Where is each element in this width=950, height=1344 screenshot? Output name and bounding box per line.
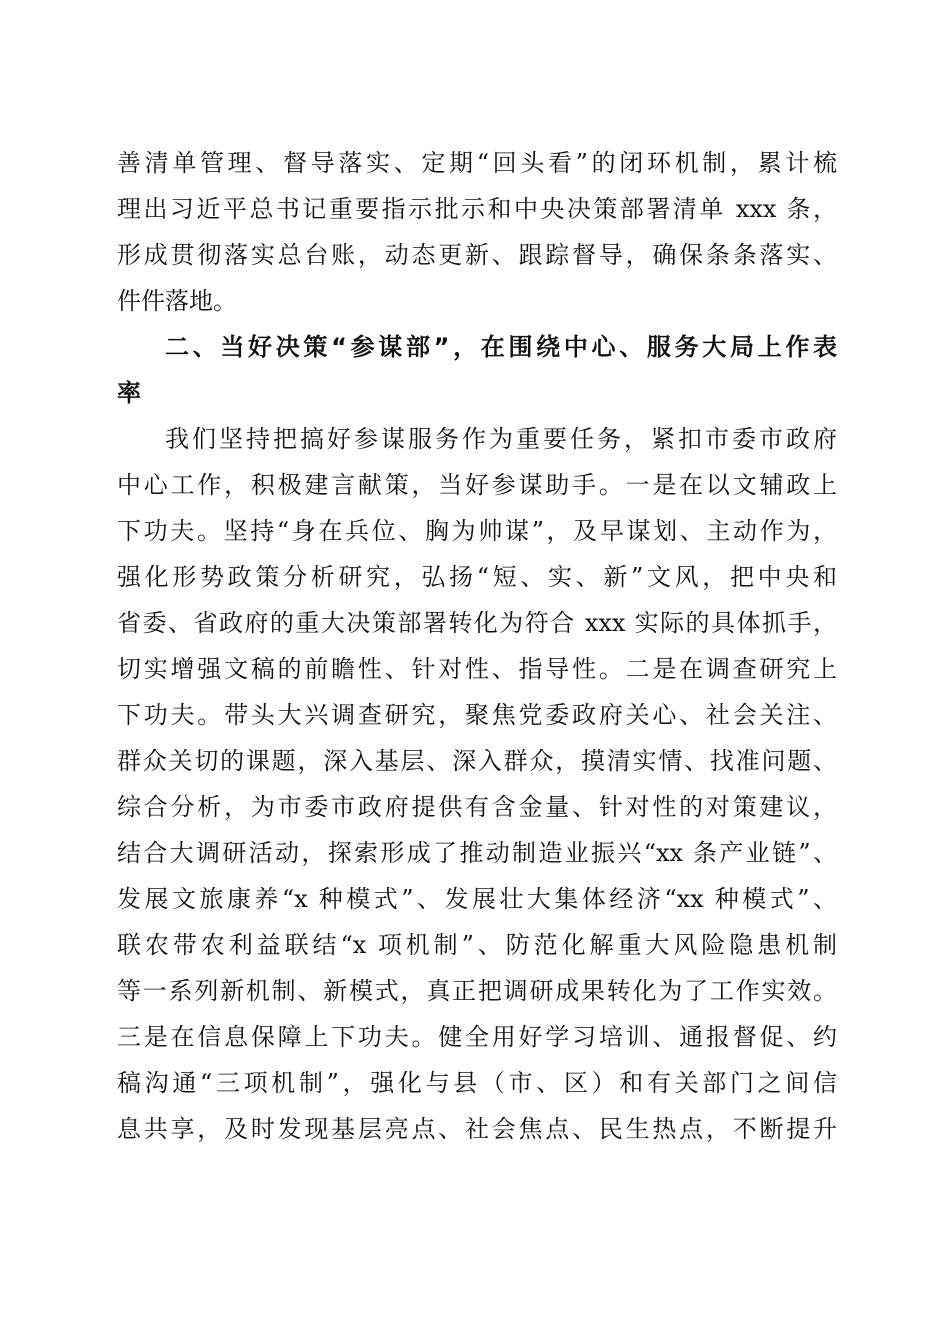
text-line: 稿沟通“三项机制”，强化与县（市、区）和有关部门之间信	[117, 1069, 837, 1097]
paragraph-body	[117, 416, 837, 1152]
text-line: 发展文旅康养“x 种模式”、发展壮大集体经济“xx 种模式”、	[117, 885, 837, 913]
text-line: 理出习近平总书记重要指示批示和中央决策部署清单 xxx 条，	[117, 195, 837, 223]
text-line: 省委、省政府的重大决策部署转化为符合 xxx 实际的具体抓手，	[117, 609, 837, 637]
text-line: 联农带农利益联结“x 项机制”、防范化解重大风险隐患机制	[117, 931, 837, 959]
text-line: 件件落地。	[117, 287, 237, 315]
section-heading	[117, 324, 837, 416]
text-line: 下功夫。坚持“身在兵位、胸为帅谋”，及早谋划、主动作为，	[117, 517, 837, 545]
text-line: 综合分析，为市委市政府提供有含金量、针对性的对策建议，	[117, 793, 837, 821]
heading-line: 率	[117, 379, 141, 407]
paragraph-continued	[117, 140, 837, 324]
text-line: 强化形势政策分析研究，弘扬“短、实、新”文风，把中央和	[117, 563, 837, 591]
text-line: 我们坚持把搞好参谋服务作为重要任务，紧扣市委市政府	[165, 425, 837, 453]
text-line: 中心工作，积极建言献策，当好参谋助手。一是在以文辅政上	[117, 471, 837, 499]
text-line: 三是在信息保障上下功夫。健全用好学习培训、通报督促、约	[117, 1023, 837, 1051]
text-line: 等一系列新机制、新模式，真正把调研成果转化为了工作实效。	[117, 977, 837, 1005]
text-line: 息共享，及时发现基层亮点、社会焦点、民生热点，不断提升	[117, 1115, 837, 1143]
document-body	[117, 140, 837, 1152]
heading-line: 二、当好决策“参谋部”，在围绕中心、服务大局上作表	[165, 333, 837, 361]
text-line: 结合大调研活动，探索形成了推动制造业振兴“xx 条产业链”、	[117, 839, 837, 867]
text-line: 下功夫。带头大兴调查研究，聚焦党委政府关心、社会关注、	[117, 701, 837, 729]
text-line: 形成贯彻落实总台账，动态更新、跟踪督导，确保条条落实、	[117, 241, 837, 269]
text-line: 切实增强文稿的前瞻性、针对性、指导性。二是在调查研究上	[117, 655, 837, 683]
text-line: 群众关切的课题，深入基层、深入群众，摸清实情、找准问题、	[117, 747, 837, 775]
text-line: 善清单管理、督导落实、定期“回头看”的闭环机制，累计梳	[117, 149, 837, 177]
